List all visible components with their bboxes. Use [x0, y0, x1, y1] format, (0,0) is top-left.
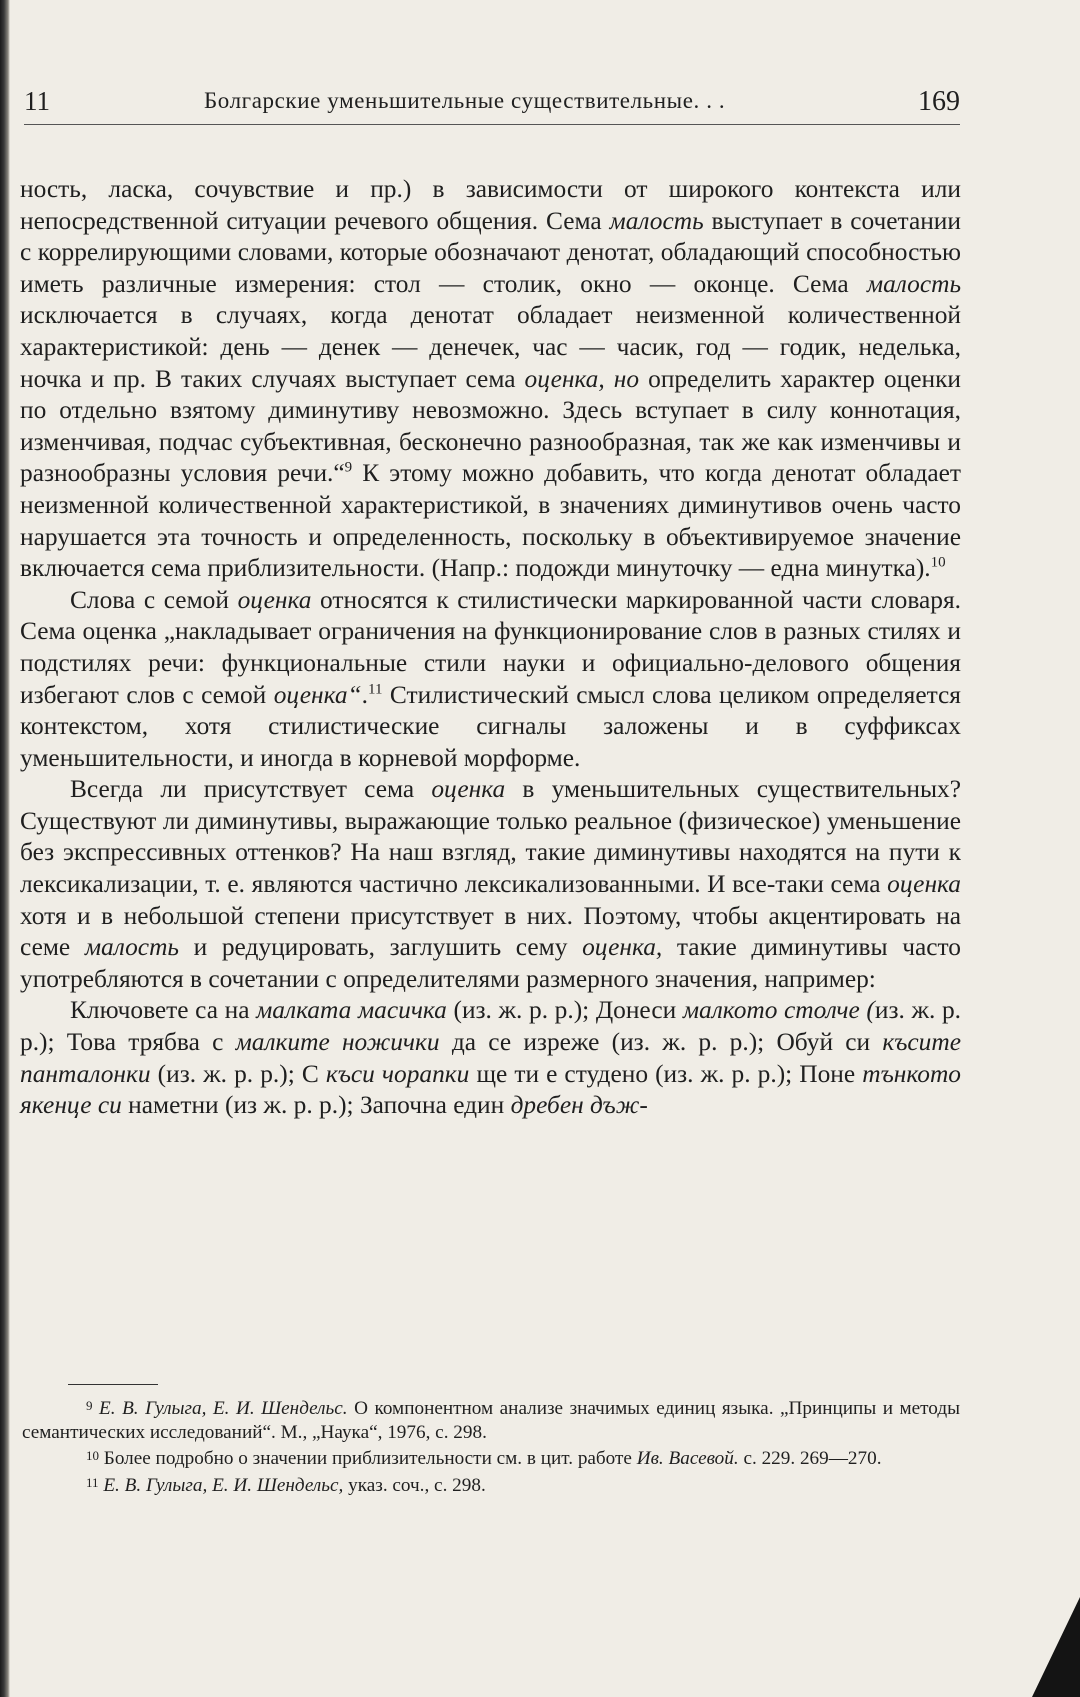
page-number: 169: [918, 86, 960, 117]
footnote: [22, 1471, 960, 1498]
emphasis-text: малката масичка: [256, 996, 447, 1025]
text-run: выступает в сочетании с коррелирующими словами, которые обозначают денотат, обладающий способностью иметь различные измерения: стол — столик, окно — оконце. Сема: [20, 206, 961, 298]
text-run: Ключовете са на: [70, 996, 257, 1025]
header-rule: [24, 124, 960, 125]
running-header: [24, 86, 960, 126]
paragraph: [20, 585, 961, 775]
emphasis-text: оценка“: [273, 680, 362, 709]
emphasis-text: Е. В. Гулыга, Е. И. Шендельс.: [99, 1398, 348, 1419]
text-run: ность, ласка, сочувствие и пр.) в зависимости от широкого контекста или непосредственной ситуации речевого общения. Сема: [20, 175, 961, 235]
emphasis-text: Ив. Васевой.: [636, 1448, 739, 1469]
text-run: и редуцировать, заглушить сему: [178, 933, 583, 962]
text-run: (из. ж. р. р.); С: [150, 1059, 326, 1088]
emphasis-text: Е. В. Гулыга, Е. И. Шендельс,: [103, 1474, 344, 1496]
footnote-ref: 11: [368, 681, 383, 698]
paragraph: [20, 774, 961, 995]
text-run: в уменьшительных существительных? Существуют ли диминутивы, выражающие только реальное (физическое) уменьшение без экспрессивных оттенков? На наш взгляд, такие диминутивы находятся на пути к лексикализации, т. е. являются частично лексикализованными. И все-таки сема: [20, 775, 962, 899]
emphasis-text: къси чорапки: [325, 1059, 470, 1088]
emphasis-text: малость: [84, 933, 179, 962]
footnote-number: 9: [86, 1398, 93, 1413]
text-run: Всегда ли присутствует сема: [70, 775, 432, 804]
text-run: указ. соч., с. 298.: [343, 1474, 486, 1496]
paragraph: [20, 995, 961, 1121]
emphasis-text: малость: [609, 206, 704, 235]
footnote: [22, 1394, 960, 1444]
text-run: наметни (из ж. р. р.); Започна един: [121, 1091, 511, 1120]
chapter-number: 11: [24, 86, 50, 116]
text-run: хотя и в небольшой степени присутствует в них. Поэтому, чтобы акцентировать на семе: [20, 901, 961, 962]
footnote-ref: 10: [930, 554, 946, 571]
emphasis-text: малость: [866, 269, 961, 298]
page-corner-shadow: [1032, 1597, 1080, 1697]
emphasis-text: тънкото якенце си: [20, 1059, 961, 1120]
book-spine-shadow: [0, 0, 10, 1697]
emphasis-text: оценка: [237, 585, 312, 614]
running-title: Болгарские уменьшительные существительные. . .: [204, 88, 726, 113]
emphasis-text: оценка,: [582, 933, 663, 962]
footnote-ref: 9: [344, 459, 353, 476]
emphasis-text: малките ножички: [235, 1028, 440, 1057]
text-run: такие диминутивы часто употребляются в сочетании с определителями размерного значения, например:: [20, 933, 961, 993]
text-run: относятся к стилистически маркированной части словаря. Сема оценка „накладывает ограничения на функционирование слов в разных стилях и подстилях речи: функциональные стили науки и официально-делового общения избегают слов с семой: [20, 585, 961, 709]
emphasis-text: малкото столче (: [682, 996, 875, 1025]
paragraph: [20, 174, 961, 585]
text-run: К этому можно добавить, что когда денотат обладает неизменной количественной характеристикой, в значениях диминутивов очень часто нарушается эта точность и определенность, поскольку в объективируемое значение включается сема приблизительности. (Напр.: подожди минуточку — една минутка).: [20, 459, 961, 583]
text-run: Более подробно о значении приблизительности см. в цит. работе: [103, 1448, 637, 1469]
main-text: [20, 174, 961, 1122]
text-run: Слова с семой: [70, 585, 238, 614]
text-run: ще ти е студено (из. ж. р. р.); Поне: [469, 1059, 863, 1088]
text-run: из. ж. р. р.); Това трябва с: [20, 996, 962, 1057]
emphasis-text: късите панталонки: [20, 1028, 961, 1088]
footnote: [22, 1444, 960, 1471]
footnote-rule: [68, 1384, 158, 1385]
footnote-number: 10: [86, 1448, 99, 1463]
emphasis-text: оценка, но: [524, 364, 640, 393]
text-run: определить характер оценки по отдельно взятому диминутиву невозможно. Здесь вступает в силу коннотация, изменчивая, подчас субъективная, бесконечно разнообразная, так же как изменчивы и разнообразны условия речи.“: [20, 364, 961, 488]
text-run: исключается в случаях, когда денотат обладает неизменной количественной характеристикой: день — денек — денечек, час — часик, год — годик, неделька, ночка и пр. В таких случаях выступает сема: [20, 301, 961, 393]
text-run: с. 229. 269—270.: [738, 1448, 882, 1469]
text-run: .: [361, 680, 369, 709]
emphasis-text: дребен дъж-: [510, 1091, 648, 1120]
emphasis-text: оценка: [887, 870, 961, 899]
text-run: О компонентном анализе значимых единиц языка. „Принципы и методы семантических исследований“. М., „Наука“, 1976, с. 298.: [22, 1398, 960, 1443]
text-run: да се изреже (из. ж. р. р.); Обуй си: [439, 1028, 883, 1057]
footnote-number: 11: [86, 1474, 99, 1490]
emphasis-text: оценка: [431, 775, 506, 804]
text-run: Стилистический смысл слова целиком определяется контекстом, хотя стилистические сигналы заложены и в суффиксах уменьшительности, и иногда в корневой морформе.: [20, 680, 961, 772]
text-run: (из. ж. р. р.); Донеси: [446, 996, 683, 1025]
footnotes: [22, 1394, 960, 1497]
